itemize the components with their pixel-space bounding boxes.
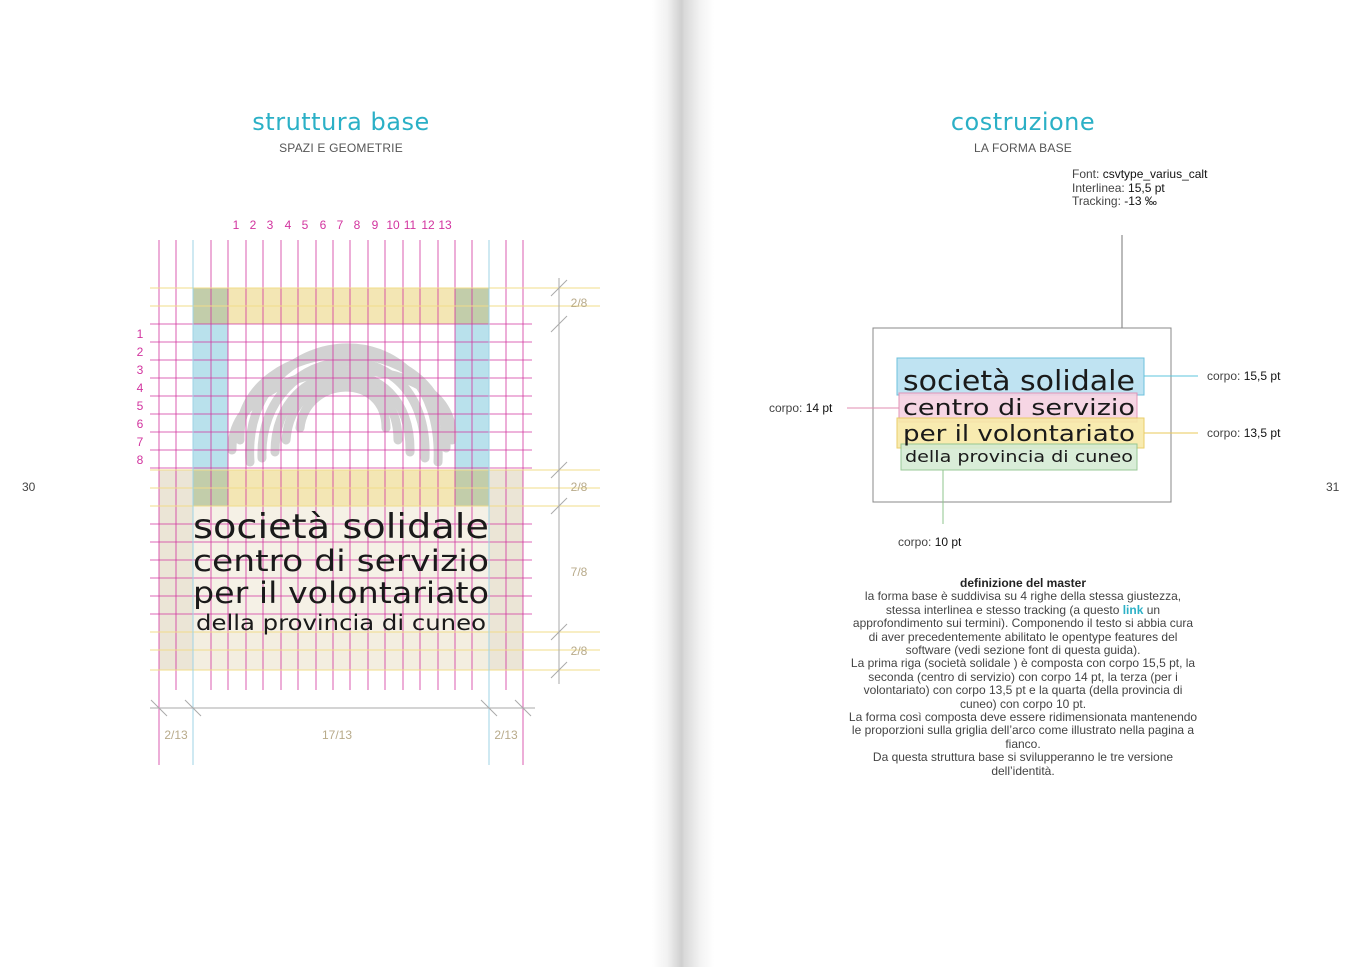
logo-right-line3: per il volontariato — [903, 422, 1135, 447]
corpo-line4 — [898, 535, 961, 549]
definition-block — [848, 577, 1198, 778]
row-number: 1 — [136, 327, 144, 341]
definition-title: definizione del master — [959, 576, 1087, 590]
horizontal-ratio: 2/13 — [494, 728, 518, 742]
horizontal-ratio: 2/13 — [164, 728, 188, 742]
interlinea-value: 15,5 pt — [1128, 180, 1165, 195]
right-page-subtitle: LA FORMA BASE — [974, 141, 1072, 155]
vertical-ratio: 2/8 — [570, 644, 588, 658]
font-label: Font: — [1072, 167, 1100, 181]
column-number: 11 — [403, 218, 417, 232]
definition-p1-end: un approfondimento sui termini). Componendo il testo si abbia cura di aver precedentemente abilitato le opentype features del software (vedi sezione font di questa guida). — [852, 602, 1194, 658]
logo-wordmark-left — [193, 507, 489, 635]
row-number: 2 — [136, 345, 144, 359]
definition-link[interactable]: link — [1122, 602, 1144, 617]
corpo-line3-label: corpo: — [1207, 426, 1241, 440]
row-number: 4 — [136, 381, 144, 395]
row-number: 7 — [136, 435, 144, 449]
column-number: 2 — [249, 218, 257, 232]
arch-graphic — [232, 348, 452, 462]
definition-paragraph-2: La prima riga (società solidale ) è composta con corpo 15,5 pt, la seconda (centro di servizio) con corpo 14 pt, la terza (per i volontariato) con corpo 13,5 pt e la quarta (della provincia di cuneo) con corpo 10 pt. — [850, 656, 1196, 711]
corpo-line2-value: 14 pt — [805, 401, 833, 415]
logo-wordmark-right — [903, 364, 1135, 466]
row-number: 3 — [136, 363, 144, 377]
corpo-line2 — [769, 401, 832, 415]
corpo-line2-label: corpo: — [769, 401, 803, 415]
corpo-line4-label: corpo: — [898, 535, 932, 549]
logo-right-line2: centro di servizio — [903, 396, 1135, 421]
tracking-value: -13 ‰ — [1124, 194, 1157, 208]
construction-diagram — [682, 0, 1364, 967]
right-page-title: costruzione — [950, 108, 1096, 136]
column-number: 5 — [301, 218, 309, 232]
column-number: 12 — [421, 218, 435, 232]
logo-left-line-3: per il volontariato — [193, 576, 489, 610]
logo-left-line-2: centro di servizio — [193, 544, 489, 578]
logo-left-line-1: società solidale — [193, 507, 489, 547]
column-number: 6 — [319, 218, 327, 232]
corpo-line1-label: corpo: — [1207, 369, 1241, 383]
corpo-line1-value: 15,5 pt — [1243, 369, 1281, 383]
vertical-ratio: 2/8 — [570, 480, 588, 494]
definition-paragraph-3: La forma così composta deve essere ridimensionata mantenendo le proporzioni sulla griglia dell’arco come illustrato nella pagina a fianco. — [848, 710, 1198, 751]
row-number: 8 — [136, 453, 144, 467]
column-number: 10 — [386, 218, 400, 232]
column-number: 13 — [438, 218, 452, 232]
row-number: 5 — [136, 399, 144, 413]
corpo-line3-value: 13,5 pt — [1243, 426, 1281, 440]
definition-p1-start: la forma base è suddivisa su 4 righe della stessa giustezza, stessa interlinea e stesso tracking (a questo — [864, 589, 1182, 617]
left-page-number: 30 — [22, 480, 36, 494]
column-number: 1 — [232, 218, 240, 232]
right-page-number: 31 — [1326, 480, 1340, 494]
interlinea-label: Interlinea: — [1072, 180, 1125, 195]
band-blue — [193, 324, 228, 470]
definition-paragraph-4: Da questa struttura base si svilupperanno le tre versione dell’identità. — [872, 750, 1174, 778]
column-number: 8 — [353, 218, 361, 232]
font-value: csvtype_varius_calt — [1102, 167, 1208, 181]
logo-left-line-4: della provincia di cuneo — [196, 611, 486, 635]
logo-right-line4: della provincia di cuneo — [905, 447, 1133, 466]
band-beige — [193, 632, 489, 670]
column-number: 9 — [371, 218, 379, 232]
logo-right-line1: società solidale — [903, 364, 1135, 397]
vertical-ratio: 7/8 — [570, 565, 588, 579]
corpo-line4-value: 10 pt — [934, 535, 962, 549]
column-number: 7 — [336, 218, 344, 232]
row-number: 6 — [136, 417, 144, 431]
column-number: 4 — [284, 218, 292, 232]
horizontal-ratio: 17/13 — [321, 728, 353, 742]
left-page-subtitle: SPAZI E GEOMETRIE — [279, 141, 403, 155]
left-page-title: struttura base — [252, 108, 430, 136]
column-number: 3 — [266, 218, 274, 232]
corpo-line3 — [1207, 426, 1280, 440]
tracking-label: Tracking: — [1072, 194, 1121, 208]
vertical-ratio: 2/8 — [570, 296, 588, 310]
corpo-line1 — [1207, 369, 1280, 383]
definition-paragraph-1 — [848, 590, 1198, 657]
